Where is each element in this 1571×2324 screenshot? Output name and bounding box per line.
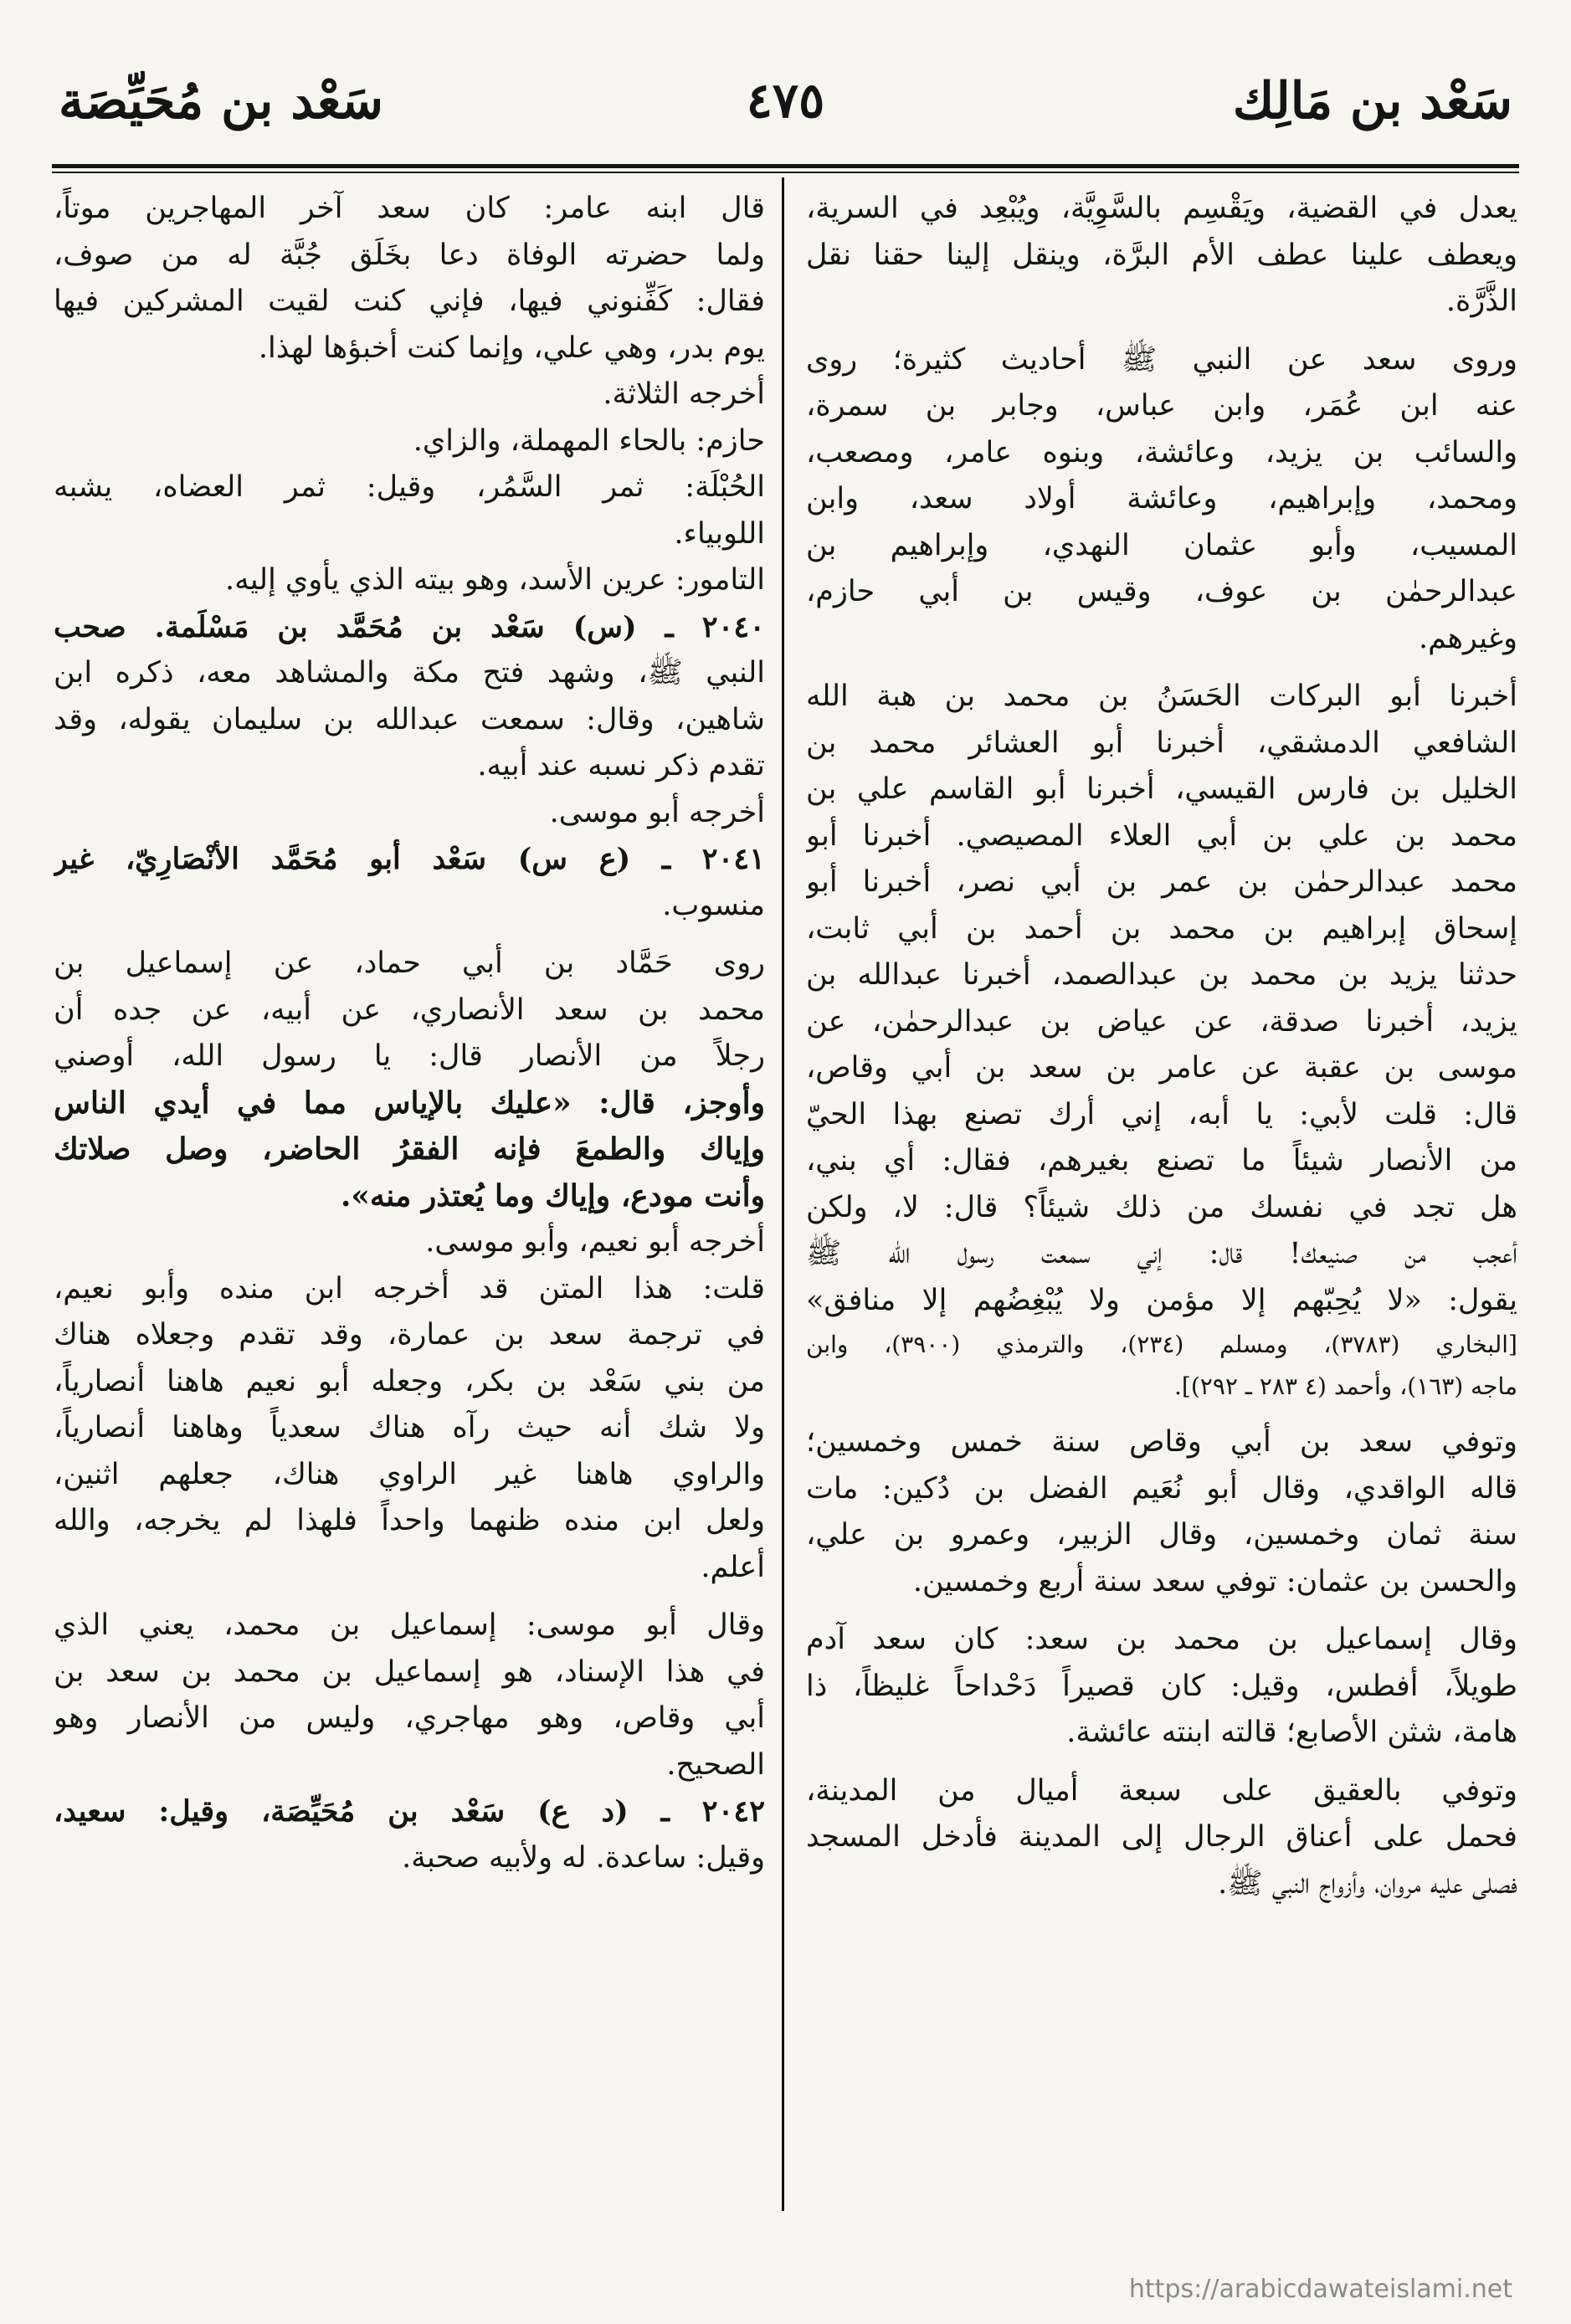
text-line: يقول: «لا يُحِبّهم إلا مؤمن ولا يُبْغِضُهم إلا منافق» (806, 1283, 1517, 1317)
text-line: وتوفي سعد بن أبي وقاص سنة خمس وخمسين؛ (806, 1425, 1517, 1459)
text-line: ولا شك أنه حيث رآه هناك سعدياً وهاهنا أنصارياً، (54, 1411, 765, 1444)
text-line: إسحاق إبراهيم بن محمد بن أحمد بن أبي ثابت، (806, 911, 1517, 946)
citation-line: ماجه (١٦٣)، وأحمد (٤ ٢٨٣ ـ ٢٩٢)]. (1174, 1372, 1517, 1400)
text-line: يعدل في القضية، ويَقْسِم بالسَّوِيَّة، ويُبْعِد في السرية، (806, 192, 1517, 225)
text-line: في هذا الإسناد، هو إسماعيل بن محمد بن سعد بن (54, 1655, 765, 1689)
text-line: والحسن بن عثمان: توفي سعد سنة أربع وخمسين. (912, 1564, 1517, 1598)
text-line: منسوب. (662, 888, 765, 922)
text-line: التامور: عرين الأسد، وهو بيته الذي يأوي إليه. (224, 563, 765, 597)
text-line: تقدم ذكر نسبه عند أبيه. (477, 749, 765, 782)
text-line: الذَّرَّة. (1445, 285, 1517, 318)
text-line: طويلاً، أفطس، وقيل: كان قصيراً دَحْداحاً غليظاً، ذا (806, 1669, 1517, 1703)
text-line: أخرجه أبو نعيم، وأبو موسى. (425, 1225, 765, 1259)
entry-heading-line: ٢٠٤١ ـ (ع س) سَعْد أبو مُحَمَّد الأنْصَارِيّ، غير (54, 842, 765, 876)
text-line: قال: قلت لأبي: يا أبه، إني أرك تصنع بهذا الحيّ (806, 1097, 1517, 1131)
running-title-left: سَعْد بن مُحَيِّصَة (59, 72, 384, 131)
text-line: محمد بن سعد الأنصاري، عن أبيه، عن جده أن (54, 993, 765, 1027)
text-line: وإياك والطمعَ فإنه الفقرُ الحاضر، وصل صلاتك (54, 1131, 765, 1167)
text-line: أخرجه أبو موسى. (549, 795, 765, 829)
text-line: وروى سعد عن النبي ﷺ أحاديث كثيرة؛ روى (806, 342, 1517, 377)
column-divider (782, 177, 784, 2211)
paragraph-gap (806, 662, 1517, 674)
text-line: قاله الواقدي، وقال أبو نُعَيم الفضل بن دُكين: مات (806, 1471, 1517, 1506)
entry-heading-line: ٢٠٤٢ ـ (د ع) سَعْد بن مُحَيِّصَة، وقيل: سعيد، (54, 1794, 765, 1829)
text-line: فصلى عليه مروان، وأزواج النبي ﷺ. (1218, 1866, 1517, 1901)
running-title-right: سَعْد بن مَالِك (1232, 72, 1512, 131)
entry-heading-line: ٢٠٤٠ ـ (س) سَعْد بن مُحَمَّد بن مَسْلَمة. صحب (54, 609, 765, 644)
text-line: وقال إسماعيل بن محمد بن سعد: كان سعد آدم (806, 1623, 1517, 1656)
text-line: في ترجمة سعد بن عمارة، وقد تقدم وجعلاه هناك (54, 1318, 765, 1352)
header-rule (52, 164, 1519, 168)
header-rule-thin (52, 172, 1519, 173)
text-line: من الأنصار شيئاً ما تصنع بغيرهم، فقال: أي بني، (806, 1144, 1517, 1177)
text-line: الخليل بن فارس القيسي، أخبرنا أبو القاسم علي بن (806, 772, 1517, 806)
text-line: حازم: بالحاء المهملة، والزاي. (413, 423, 765, 458)
paragraph-gap (806, 1408, 1517, 1419)
text-line: أخرجه الثلاثة. (603, 377, 765, 411)
paragraph-gap (806, 326, 1517, 337)
text-line: قال ابنه عامر: كان سعد آخر المهاجرين موتاً، (54, 192, 765, 225)
text-line: وغيرهم. (1419, 621, 1517, 655)
text-line: الحُبْلَة: ثمر السَّمُر، وقيل: ثمر العضاه، يشبه (54, 470, 765, 504)
text-line: وقيل: ساعدة. له ولأبيه صحبة. (402, 1840, 765, 1875)
text-line: وقال أبو موسى: إسماعيل بن محمد، يعني الذي (54, 1608, 765, 1642)
text-line: عنه ابن عُمَر، وابن عباس، وجابر بن سمرة، (806, 389, 1517, 423)
paragraph-gap (806, 1757, 1517, 1768)
text-line: روى حَمَّاد بن أبي حماد، عن إسماعيل بن (54, 947, 765, 980)
text-line: يزيد، أخبرنا صدقة، عن عياض بن عبدالرحمٰن، عن (806, 1004, 1517, 1039)
watermark-url[interactable]: https://arabicdawateislami.net (1128, 2275, 1512, 2304)
text-line: فقال: كَفِّنوني فيها، فإني كنت لقيت المشركين فيها (54, 285, 765, 318)
text-line: يوم بدر، وهي علي، وإنما كنت أخبؤها لهذا. (258, 331, 765, 365)
text-line: سنة ثمان وخمسين، وقال الزبير، وعمرو بن علي، (806, 1518, 1517, 1552)
text-line: قلت: هذا المتن قد أخرجه ابن منده وأبو نعيم، (54, 1271, 765, 1306)
text-line: النبي ﷺ، وشهد فتح مكة والمشاهد معه، ذكره ابن (54, 656, 765, 690)
text-line: اللوبياء. (674, 516, 765, 551)
text-line: الشافعي الدمشقي، أخبرنا أبو العشائر محمد بن (806, 726, 1517, 760)
paragraph-gap (54, 1591, 765, 1603)
text-line: فحمل على أعناق الرجال إلى المدينة فأدخل المسجد (806, 1820, 1517, 1854)
text-line: من بني سَعْد بن بكر، وجعله أبو نعيم هاهنا أنصارياً، (54, 1364, 765, 1398)
text-line: الصحيح. (666, 1747, 765, 1782)
text-line: ويعطف علينا عطف الأم البرَّة، وينقل إلينا حقنا نقل (806, 238, 1517, 272)
text-line: والسائب بن يزيد، وعائشة، وبنوه عامر، ومصعب، (806, 435, 1517, 469)
text-line: ولما حضرته الوفاة دعا بخَلَق جُبَّة له من صوف، (54, 238, 765, 272)
text-line: وأنت مودع، وإياك وما يُعتذر منه». (340, 1177, 765, 1213)
right-column (806, 186, 1517, 1907)
text-line: ولعل ابن منده ظنهما واحداً فلهذا لم يخرجه، والله (54, 1504, 765, 1537)
paragraph-gap (54, 929, 765, 941)
text-line: موسى بن عقبة عن عامر بن سعد بن أبي وقاص، (806, 1051, 1517, 1085)
text-line: شاهين، وقال: سمعت عبدالله بن سليمان يقوله، وقد (54, 702, 765, 736)
paragraph-gap (806, 1605, 1517, 1617)
text-line: عبدالرحمٰن بن عوف، وقيس بن أبي حازم، (806, 575, 1517, 608)
text-line: أعجب من صنيعك! قال: إني سمعت رسول الله ﷺ (806, 1237, 1517, 1270)
text-line: هامة، شثن الأصابع؛ قالته ابنته عائشة. (1066, 1716, 1517, 1749)
text-line: محمد عبدالرحمٰن بن عمر بن أبي نصر، أخبرنا أبو (806, 865, 1517, 899)
text-line: هل تجد في نفسك من ذلك شيئاً؟ قال: لا، ولكن (806, 1190, 1517, 1224)
text-line: أبي وقاص، وهو مهاجري، وليس من الأنصار وهو (54, 1701, 765, 1735)
page-number: ٤٧٥ (746, 72, 825, 129)
text-line: والراوي هاهنا غير الراوي هناك، جعلهم اثنين، (54, 1457, 765, 1491)
text-line: ومحمد، وإبراهيم، وعائشة أولاد سعد، وابن (806, 482, 1517, 516)
left-column (54, 186, 765, 1881)
text-line: وأوجز، قال: «عليك بالإياس مما في أيدي الناس (54, 1085, 765, 1121)
text-line: محمد بن علي بن أبي العلاء المصيصي. أخبرنا أبو (806, 818, 1517, 853)
text-line: أخبرنا أبو البركات الحَسَنُ بن محمد بن هبة الله (806, 680, 1517, 713)
text-line: رجلاً من الأنصار قال: يا رسول الله، أوصني (54, 1039, 765, 1073)
text-line: أعلم. (701, 1550, 765, 1584)
text-line: حدثنا يزيد بن محمد بن عبدالصمد، أخبرنا عبدالله بن (806, 958, 1517, 992)
citation-line: [البخاري (٣٧٨٣)، ومسلم (٢٣٤)، والترمذي (٣٩٠٠)، وابن (806, 1331, 1517, 1358)
text-line: وتوفي بالعقيق على سبعة أميال من المدينة، (806, 1773, 1517, 1808)
text-line: المسيب، وأبو عثمان النهدي، وإبراهيم بن (806, 528, 1517, 562)
